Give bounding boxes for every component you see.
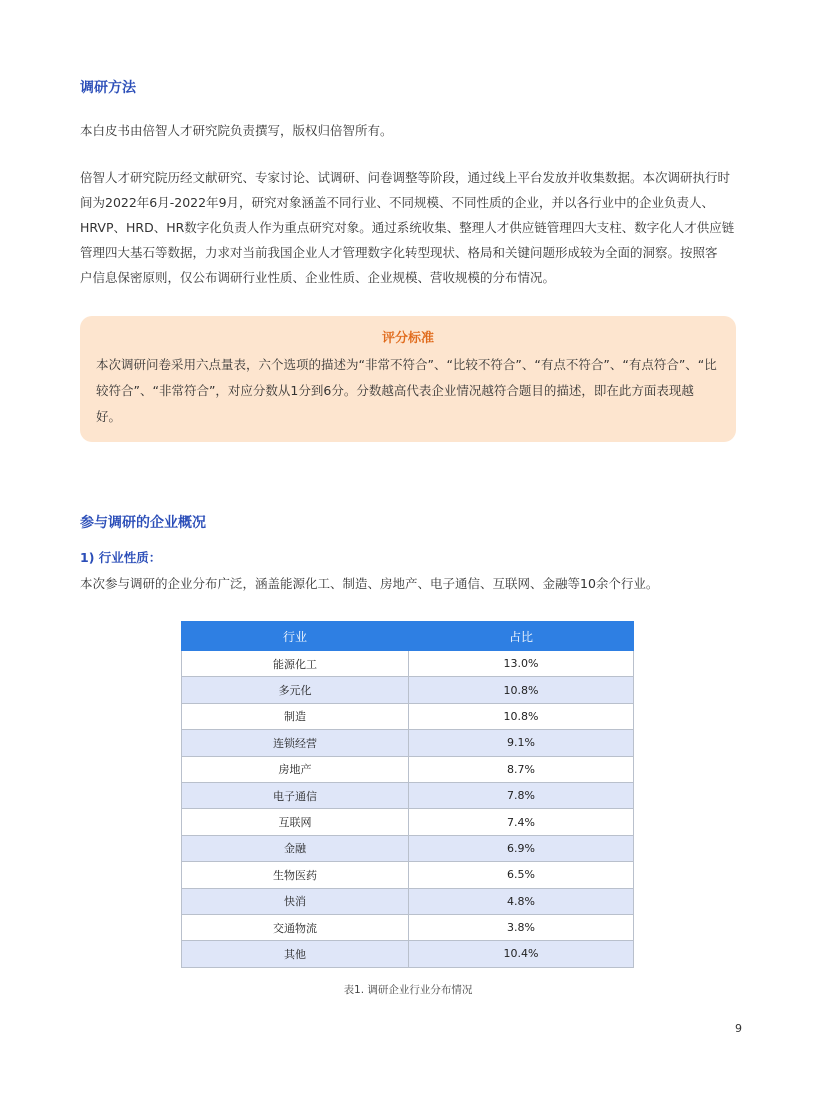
industry-cell: 生物医药 xyxy=(182,862,409,888)
scoring-line: 好。 xyxy=(96,409,122,424)
industry-cell: 电子通信 xyxy=(182,782,409,808)
methodology-line: 管理四大基石等数据，力求对当前我国企业人才管理数字化转型现状、格局和关键问题形成较为全面的洞察。按照客 xyxy=(80,245,718,260)
methodology-line: 户信息保密原则，仅公布调研行业性质、企业性质、企业规模、营收规模的分布情况。 xyxy=(80,270,556,285)
methodology-line: HRVP、HRD、HR数字化负责人作为重点研究对象。通过系统收集、整理人才供应链管理四大支柱、数字化人才供应链 xyxy=(80,220,735,235)
methodology-intro: 本白皮书由倍智人才研究院负责撰写，版权归倍智所有。 xyxy=(80,123,393,138)
share-cell: 4.8% xyxy=(409,888,634,914)
table-row xyxy=(182,756,634,782)
table-row xyxy=(182,914,634,940)
industry-cell: 连锁经营 xyxy=(182,730,409,756)
industry-cell: 互联网 xyxy=(182,809,409,835)
share-cell: 8.7% xyxy=(409,756,634,782)
subhead-industry: 1) 行业性质： xyxy=(80,550,162,565)
share-cell: 6.9% xyxy=(409,835,634,861)
industry-cell: 快消 xyxy=(182,888,409,914)
share-cell: 10.8% xyxy=(409,703,634,729)
section-title-methodology: 调研方法 xyxy=(80,80,136,96)
industry-cell: 交通物流 xyxy=(182,914,409,940)
share-cell: 7.4% xyxy=(409,809,634,835)
share-cell: 7.8% xyxy=(409,782,634,808)
industry-cell: 制造 xyxy=(182,703,409,729)
overview-description: 本次参与调研的企业分布广泛，涵盖能源化工、制造、房地产、电子通信、互联网、金融等10余个行业。 xyxy=(80,576,659,591)
share-cell: 10.4% xyxy=(409,941,634,967)
table-row xyxy=(182,703,634,729)
table-row xyxy=(182,862,634,888)
table-row xyxy=(182,730,634,756)
table-row xyxy=(182,677,634,703)
methodology-line: 间为2022年6月-2022年9月，研究对象涵盖不同行业、不同规模、不同性质的企业，并以各行业中的企业负责人、 xyxy=(80,195,715,210)
methodology-line: 倍智人才研究院历经文献研究、专家讨论、试调研、问卷调整等阶段，通过线上平台发放并收集数据。本次调研执行时 xyxy=(80,170,731,185)
table-row xyxy=(182,835,634,861)
methodology-paragraph xyxy=(80,165,740,290)
scoring-line: 较符合”、“非常符合”，对应分数从1分到6分。分数越高代表企业情况越符合题目的描述，即在此方面表现越 xyxy=(96,383,694,398)
share-cell: 9.1% xyxy=(409,730,634,756)
table-row xyxy=(182,782,634,808)
page-number: 9 xyxy=(735,1022,742,1035)
table-row xyxy=(182,888,634,914)
scoring-line: 本次调研问卷采用六点量表，六个选项的描述为“非常不符合”、“比较不符合”、“有点不符合”、“有点符合”、“比 xyxy=(96,357,717,372)
scoring-body xyxy=(96,352,720,430)
industry-distribution-table xyxy=(181,621,634,968)
header-share: 占比 xyxy=(409,622,634,651)
share-cell: 13.0% xyxy=(409,651,634,677)
scoring-callout xyxy=(80,316,736,442)
industry-cell: 其他 xyxy=(182,941,409,967)
table-row xyxy=(182,809,634,835)
header-industry: 行业 xyxy=(182,622,409,651)
table-row xyxy=(182,941,634,967)
share-cell: 10.8% xyxy=(409,677,634,703)
table-caption: 表1. 调研企业行业分布情况 xyxy=(343,984,473,996)
share-cell: 6.5% xyxy=(409,862,634,888)
table-header-row xyxy=(182,622,634,651)
section-title-overview: 参与调研的企业概况 xyxy=(80,515,206,531)
scoring-title: 评分标准 xyxy=(381,331,434,346)
share-cell: 3.8% xyxy=(409,914,634,940)
industry-cell: 多元化 xyxy=(182,677,409,703)
industry-cell: 能源化工 xyxy=(182,651,409,677)
table-row xyxy=(182,651,634,677)
industry-cell: 金融 xyxy=(182,835,409,861)
industry-cell: 房地产 xyxy=(182,756,409,782)
